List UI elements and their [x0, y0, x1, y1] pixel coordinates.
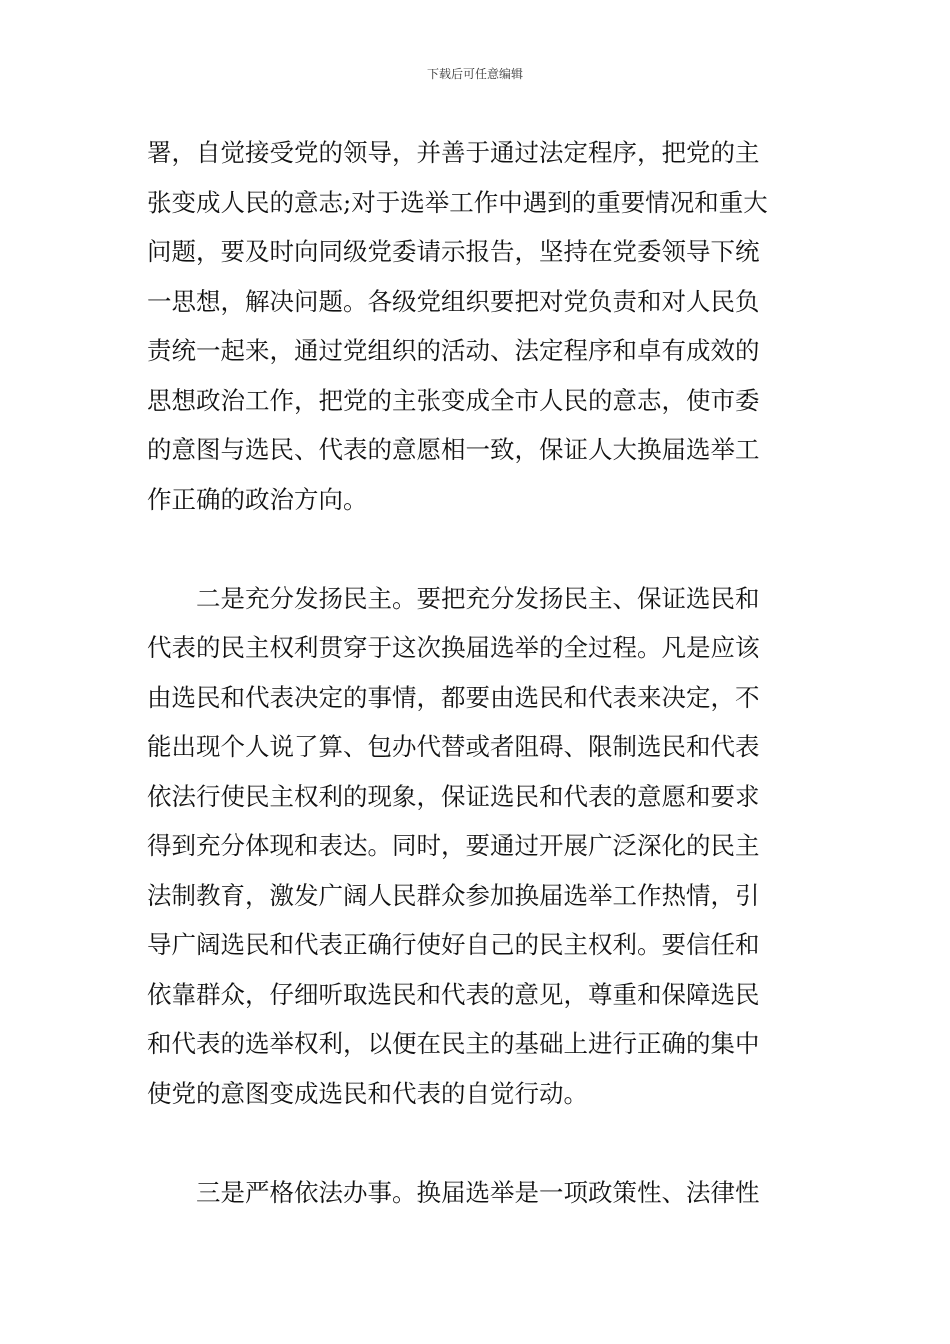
text-line: 代表的民主权利贯穿于这次换届选举的全过程。凡是应该: [147, 633, 760, 662]
text-line: 问题，要及时向同级党委请示报告，坚持在党委领导下统: [147, 237, 760, 266]
paragraph-2: [147, 574, 809, 1119]
paragraph-3: [147, 1168, 809, 1218]
text-line: 依法行使民主权利的现象，保证选民和代表的意愿和要求: [147, 781, 760, 811]
text-line: 导广阔选民和代表正确行使好自己的民主权利。要信任和: [147, 930, 760, 959]
text-line: 的意图与选民、代表的意愿相一致，保证人大换届选举工: [147, 435, 760, 464]
paragraph-spacer: [147, 524, 809, 574]
text-line: 由选民和代表决定的事情，都要由选民和代表来决定，不: [147, 682, 760, 712]
paragraph-spacer: [147, 1118, 809, 1168]
text-line: 张变成人民的意志;对于选举工作中遇到的重要情况和重大: [147, 187, 768, 217]
paragraph-1: [147, 128, 809, 524]
text-line: 责统一起来，通过党组织的活动、法定程序和卓有成效的: [147, 336, 760, 365]
page-header: 下载后可任意编辑: [426, 67, 523, 81]
text-line: 依靠群众，仔细听取选民和代表的意见，尊重和保障选民: [147, 979, 760, 1009]
body-text: [147, 128, 809, 1217]
text-line: 署，自觉接受党的领导，并善于通过法定程序，把党的主: [147, 138, 760, 167]
text-line: 三是严格依法办事。换届选举是一项政策性、法律性: [147, 1177, 760, 1207]
text-line: 作正确的政治方向。: [147, 484, 368, 514]
text-line: 二是充分发扬民主。要把充分发扬民主、保证选民和: [147, 583, 760, 613]
text-line: 使党的意图变成选民和代表的自觉行动。: [147, 1078, 588, 1108]
text-line: 和代表的选举权利，以便在民主的基础上进行正确的集中: [147, 1029, 760, 1058]
text-line: 思想政治工作，把党的主张变成全市人民的意志，使市委: [147, 385, 760, 415]
text-line: 一思想，解决问题。各级党组织要把对党负责和对人民负: [147, 286, 760, 316]
text-line: 得到充分体现和表达。同时，要通过开展广泛深化的民主: [147, 831, 760, 860]
text-line: 能出现个人说了算、包办代替或者阻碍、限制选民和代表: [147, 732, 760, 761]
text-line: 法制教育，激发广阔人民群众参加换届选举工作热情，引: [147, 880, 760, 910]
